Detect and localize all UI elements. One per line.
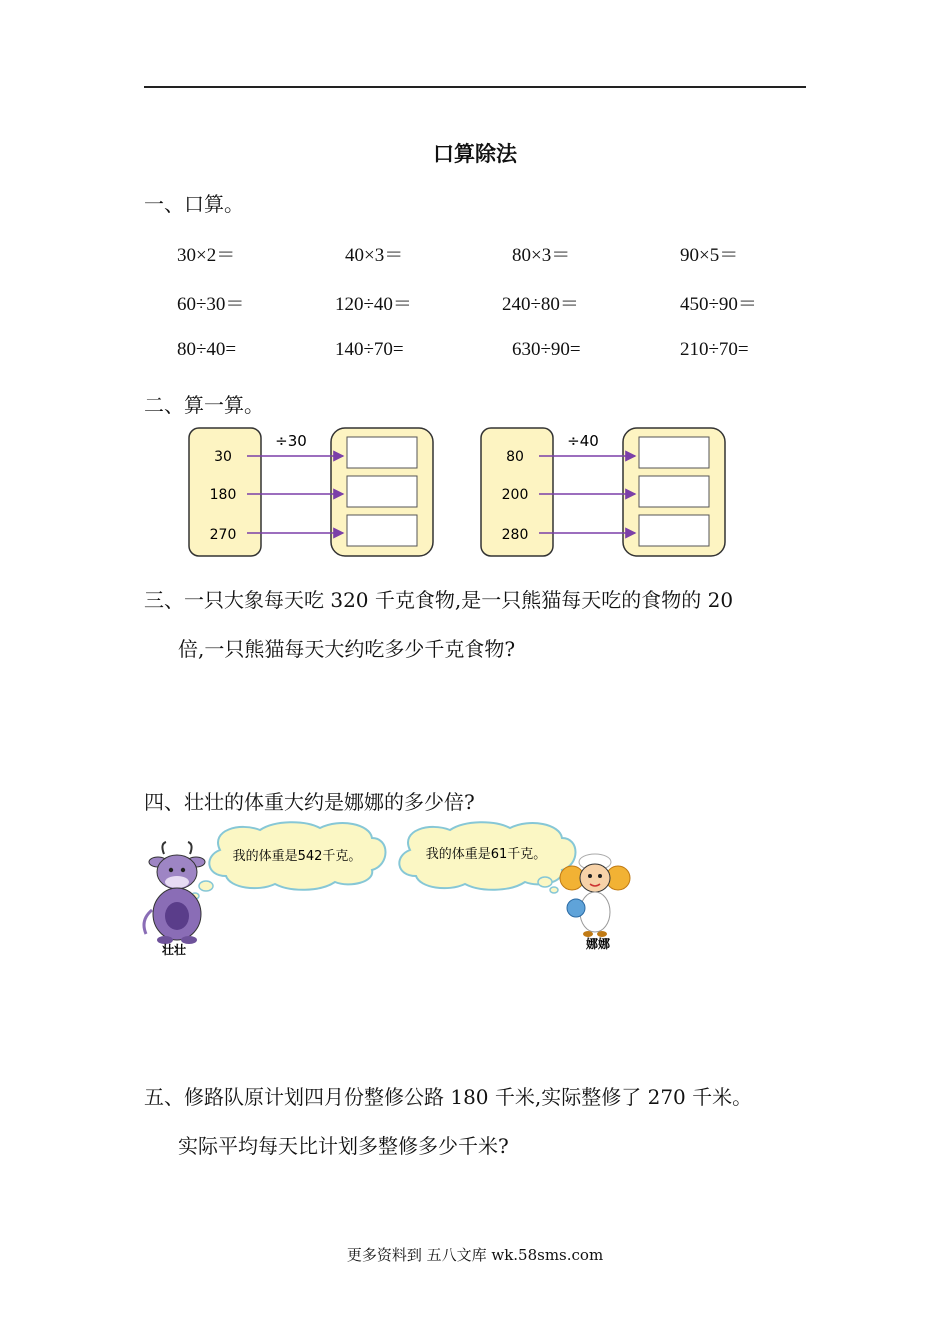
weight-illustration: [140, 820, 640, 960]
mapping-diagram-1: [189, 428, 433, 556]
right-thought-bubble: [399, 822, 575, 893]
input-value: 180: [209, 487, 237, 503]
section5-line1: 五、修路队原计划四月份整修公路 180 千米,实际整修了 270 千米。: [144, 1085, 753, 1109]
oral-calc-item: 210÷70=: [680, 339, 749, 360]
right-bubble-text: 我的体重是61千克。: [425, 847, 547, 862]
operator-label: ÷40: [567, 432, 599, 450]
oral-calc-item: 120÷40＝: [335, 294, 412, 315]
section5-line2: 实际平均每天比计划多整修多少千米?: [178, 1134, 509, 1158]
oral-calc-item: 40×3＝: [345, 245, 404, 266]
mapping-diagram-2: [481, 428, 725, 556]
answer-box: [639, 515, 709, 546]
section1-heading: 一、口算。: [144, 192, 244, 216]
answer-box: [639, 437, 709, 468]
nana-character: [560, 854, 630, 937]
answer-box: [347, 437, 417, 468]
page-title: 口算除法: [433, 141, 517, 166]
section3-line1: 三、一只大象每天吃 320 千克食物,是一只熊猫每天吃的食物的 20: [144, 588, 734, 612]
section3-line2: 倍,一只熊猫每天大约吃多少千克食物?: [178, 637, 516, 661]
footer-text: 更多资料到 五八文库 wk.58sms.com: [346, 1246, 604, 1264]
section2-heading: 二、算一算。: [144, 393, 264, 417]
answer-box: [639, 476, 709, 507]
oral-calc-item: 80×3＝: [512, 245, 571, 266]
input-value: 80: [506, 449, 524, 465]
answer-box: [347, 515, 417, 546]
division-mapping-diagrams: [185, 424, 740, 560]
oral-calc-item: 450÷90＝: [680, 294, 757, 315]
header-rule: [144, 86, 806, 88]
oral-calc-item: 30×2＝: [177, 245, 236, 266]
oral-calc-item: 240÷80＝: [502, 294, 579, 315]
input-value: 200: [501, 487, 529, 503]
input-value: 280: [501, 527, 529, 543]
oral-calc-item: 140÷70=: [335, 339, 404, 360]
oral-calc-item: 60÷30＝: [177, 294, 245, 315]
left-thought-bubble: [191, 822, 386, 899]
left-character-name: 壮壮: [161, 943, 187, 957]
left-bubble-text: 我的体重是542千克。: [232, 849, 362, 864]
oral-calc-item: 80÷40=: [177, 339, 237, 360]
operator-label: ÷30: [275, 432, 307, 450]
section4-heading: 四、壮壮的体重大约是娜娜的多少倍?: [144, 790, 475, 814]
right-character-name: 娜娜: [585, 937, 611, 951]
answer-box: [347, 476, 417, 507]
input-value: 30: [214, 449, 232, 465]
input-value: 270: [209, 527, 237, 543]
oral-calc-item: 630÷90=: [512, 339, 581, 360]
oral-calc-item: 90×5＝: [680, 245, 739, 266]
